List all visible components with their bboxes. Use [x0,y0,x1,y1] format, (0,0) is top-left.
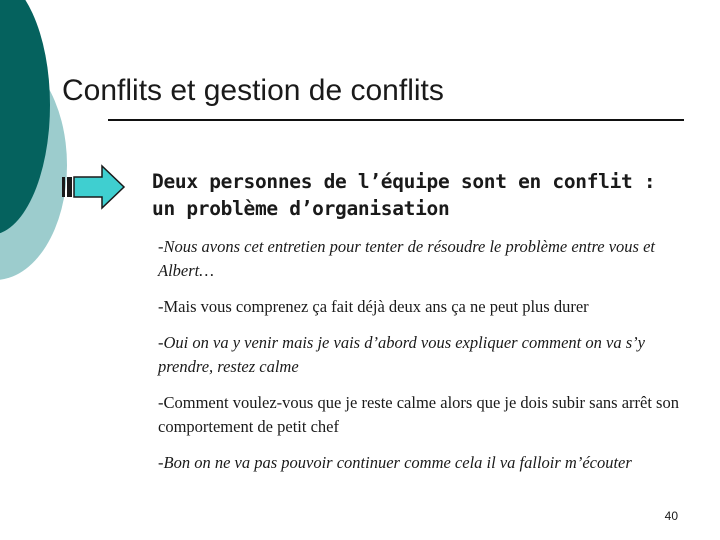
page-number: 40 [664,509,678,523]
dialogue-line-4: -Comment voulez-vous que je reste calme alors que je dois subir sans arrêt son comportement de petit chef [158,393,679,436]
title-underline [108,119,684,121]
corner-decoration [0,0,80,290]
subheading: Deux personnes de l’équipe sont en conflit : un problème d’organisation [152,170,656,220]
slide-title: Conflits et gestion de conflits [62,74,444,107]
dialogue-line-2: -Mais vous comprenez ça fait déjà deux ans ça ne peut plus durer [158,297,589,316]
dialogue-line-5: -Bon on ne va pas pouvoir continuer comme cela il va falloir m’écouter [158,453,632,472]
right-arrow-icon [62,164,126,210]
dialogue-line-1: -Nous avons cet entretien pour tenter de résoudre le problème entre vous et Albert… [158,237,656,280]
dialogue-line-3: -Oui on va y venir mais je vais d’abord vous expliquer comment on va s’y prendre, restez calme [158,333,645,376]
